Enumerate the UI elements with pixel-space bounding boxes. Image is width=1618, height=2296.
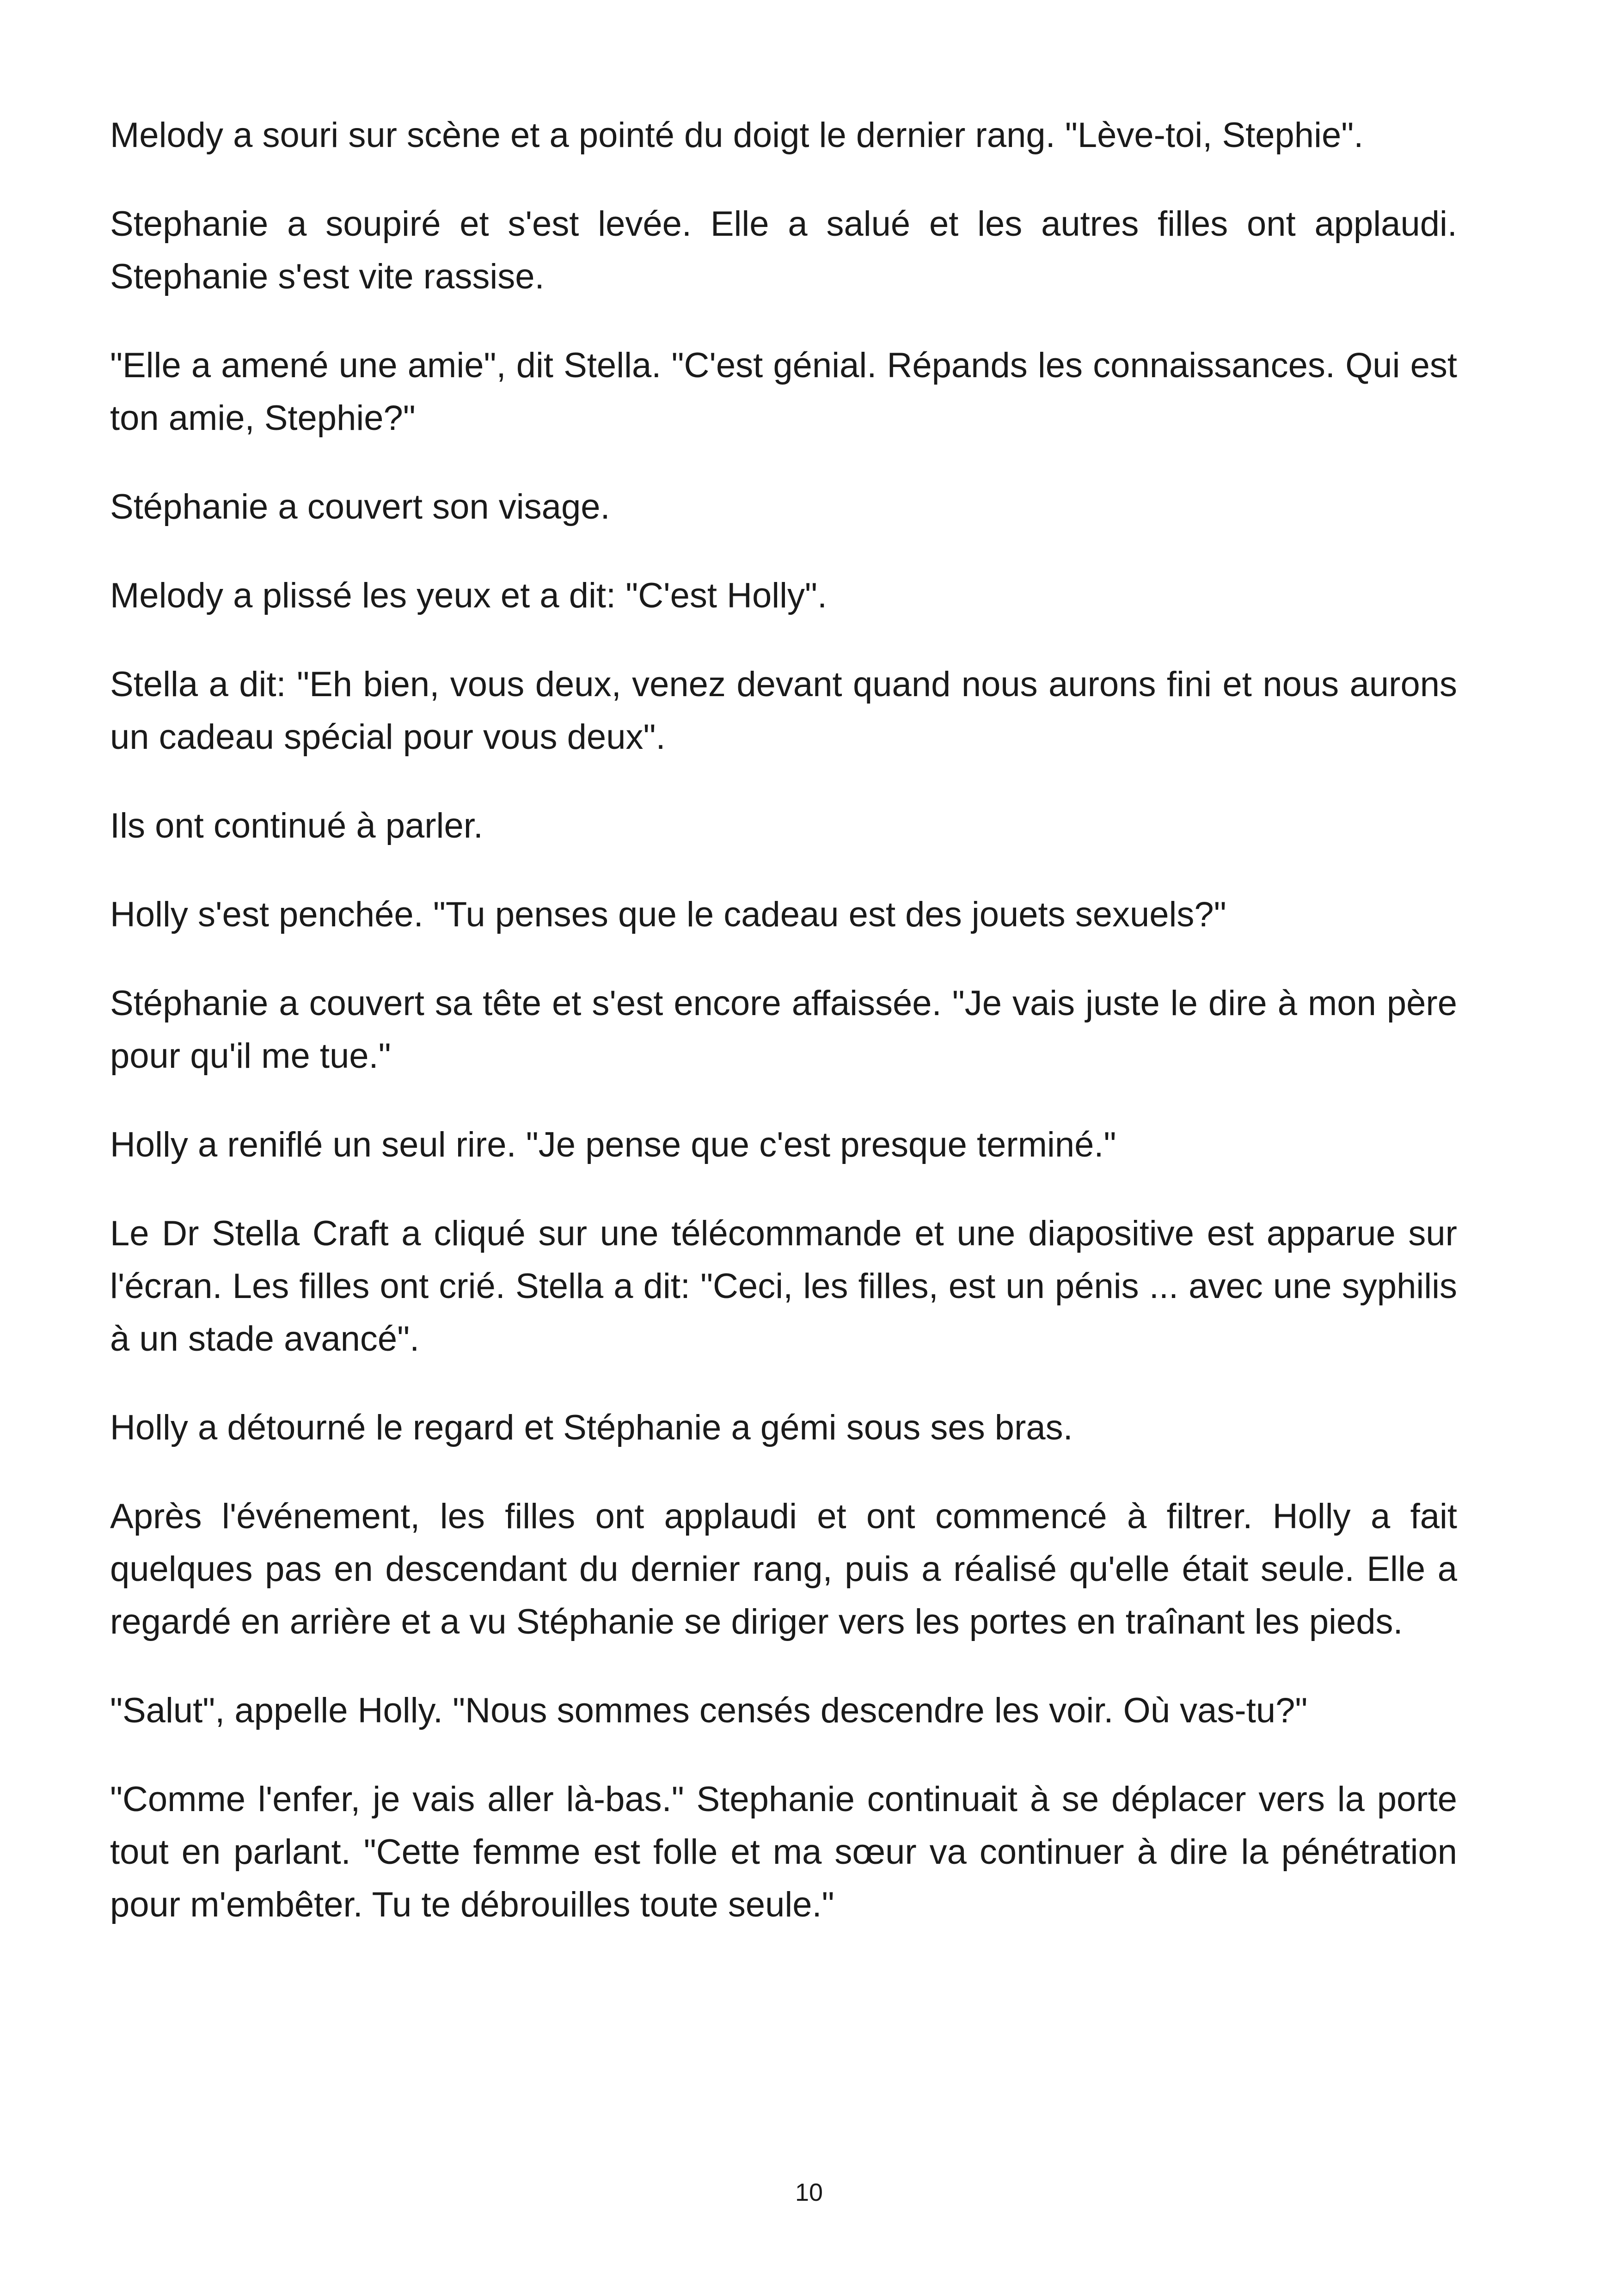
paragraph: Holly a reniflé un seul rire. "Je pense que c'est presque terminé." (110, 1125, 1116, 1164)
paragraph: "Salut", appelle Holly. "Nous sommes censés descendre les voir. Où vas-tu?" (110, 1691, 1308, 1730)
paragraph: Après l'événement, les filles ont applaudi et ont commencé à filtrer. Holly a fait quelques pas en descendant du dernier rang, puis a réalisé qu'elle était seule. Elle a regardé en arrière et a vu Stéphanie se diriger vers les portes en traînant les pieds. (110, 1497, 1457, 1641)
page-number: 10 (795, 2179, 823, 2206)
paragraph: Melody a plissé les yeux et a dit: "C'est Holly". (110, 576, 827, 615)
paragraph: "Elle a amené une amie", dit Stella. "C'est génial. Répands les connaissances. Qui est ton amie, Stephie?" (110, 346, 1457, 438)
paragraph: Holly a détourné le regard et Stéphanie a gémi sous ses bras. (110, 1408, 1073, 1447)
body-text (110, 109, 1457, 1967)
paragraph: "Comme l'enfer, je vais aller là-bas." Stephanie continuait à se déplacer vers la porte tout en parlant. "Cette femme est folle et ma sœur va continuer à dire la pénétration pour m'embêter. Tu te débrouilles toute seule." (110, 1780, 1457, 1924)
paragraph: Stéphanie a couvert sa tête et s'est encore affaissée. "Je vais juste le dire à mon père pour qu'il me tue." (110, 984, 1457, 1076)
paragraph: Melody a souri sur scène et a pointé du doigt le dernier rang. "Lève-toi, Stephie". (110, 116, 1364, 155)
paragraph: Stéphanie a couvert son visage. (110, 487, 610, 527)
paragraph: Stephanie a soupiré et s'est levée. Elle a salué et les autres filles ont applaudi. Stephanie s'est vite rassise. (110, 204, 1457, 296)
paragraph: Ils ont continué à parler. (110, 806, 483, 845)
paragraph: Le Dr Stella Craft a cliqué sur une télécommande et une diapositive est apparue sur l'écran. Les filles ont crié. Stella a dit: "Ceci, les filles, est un pénis ... avec une syphilis à un stade avancé". (110, 1214, 1457, 1359)
paragraph: Holly s'est penchée. "Tu penses que le cadeau est des jouets sexuels?" (110, 895, 1226, 934)
paragraph: Stella a dit: "Eh bien, vous deux, venez devant quand nous aurons fini et nous aurons un cadeau spécial pour vous deux". (110, 665, 1457, 757)
